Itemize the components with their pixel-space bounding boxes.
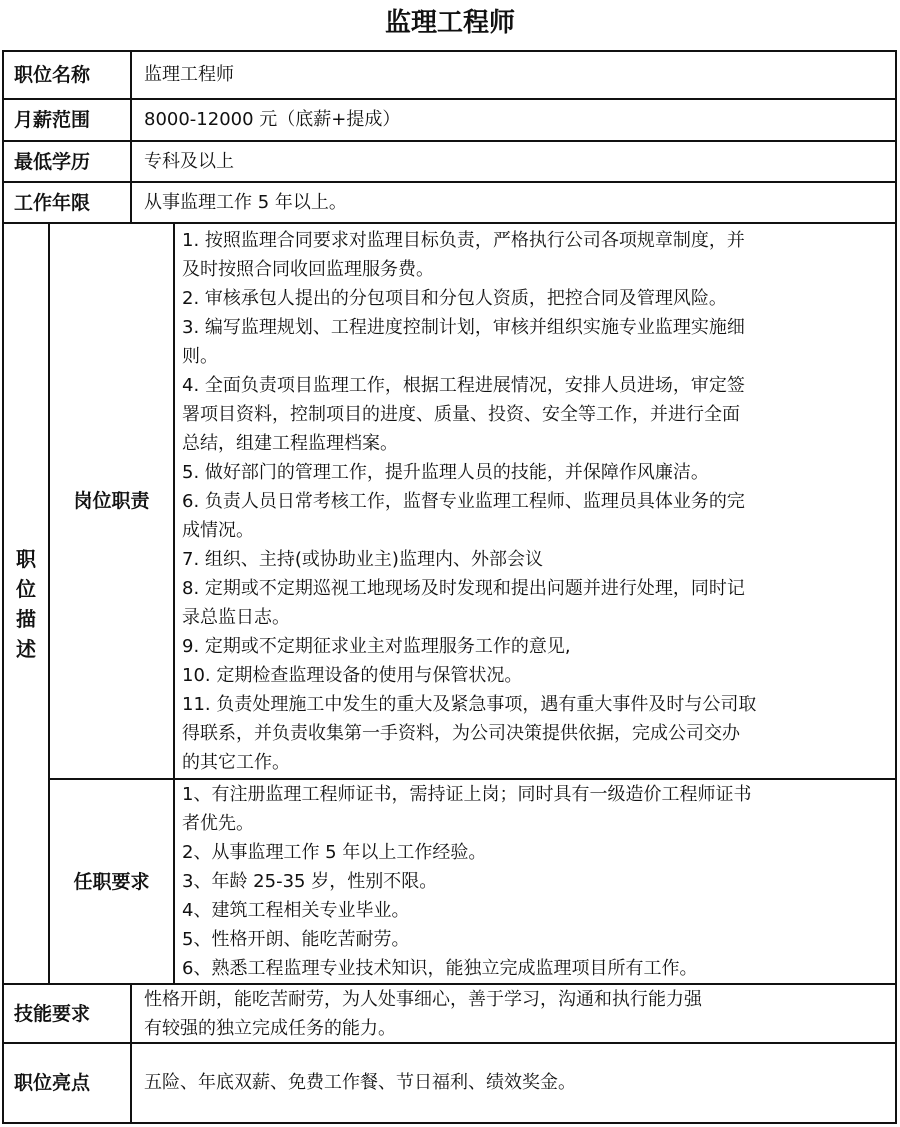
description-label-char: 描 — [16, 606, 36, 631]
requirements-label: 任职要求 — [73, 870, 150, 893]
list-item: 11. 负责处理施工中发生的重大及紧急事项，遇有重大事件及时与公司取 — [182, 694, 757, 715]
list-item: 5. 做好部门的管理工作，提升监理人员的技能，并保障作风廉洁。 — [182, 462, 709, 483]
list-item: 则。 — [182, 346, 218, 367]
duties-list — [182, 226, 894, 777]
list-item: 3、年龄 25-35 岁，性别不限。 — [182, 871, 438, 892]
list-item: 5、性格开朗、能吃苦耐劳。 — [182, 929, 410, 950]
experience-label: 工作年限 — [14, 191, 91, 214]
page-title: 监理工程师 — [384, 8, 515, 38]
description-label-char: 述 — [16, 636, 36, 661]
highlights-value: 五险、年底双薪、免费工作餐、节日福利、绩效奖金。 — [144, 1072, 576, 1093]
description-label-char: 职 — [16, 546, 36, 571]
list-item: 1. 按照监理合同要求对监理目标负责，严格执行公司各项规章制度，并 — [182, 230, 745, 251]
list-item: 3. 编写监理规划、工程进度控制计划，审核并组织实施专业监理实施细 — [182, 317, 745, 338]
list-item: 成情况。 — [182, 520, 254, 541]
salary-value: 8000-12000 元（底薪+提成） — [144, 109, 401, 130]
list-item: 者优先。 — [182, 813, 254, 834]
list-item: 署项目资料，控制项目的进度、质量、投资、安全等工作，并进行全面 — [182, 404, 740, 425]
column-divider — [173, 222, 175, 983]
list-item: 总结，组建工程监理档案。 — [182, 433, 398, 454]
description-label-char: 位 — [16, 576, 36, 601]
list-item: 得联系，并负责收集第一手资料，为公司决策提供依据，完成公司交办 — [182, 723, 740, 744]
description-label — [4, 224, 48, 983]
list-item: 1、有注册监理工程师证书，需持证上岗；同时具有一级造价工程师证书 — [182, 784, 752, 805]
list-item: 8. 定期或不定期巡视工地现场及时发现和提出问题并进行处理，同时记 — [182, 578, 745, 599]
list-item: 4. 全面负责项目监理工作，根据工程进展情况，安排人员进场，审定签 — [182, 375, 745, 396]
experience-value: 从事监理工作 5 年以上。 — [144, 191, 347, 213]
salary-label: 月薪范围 — [14, 109, 91, 131]
list-item: 2、从事监理工作 5 年以上工作经验。 — [182, 842, 487, 863]
job-table — [2, 50, 897, 1124]
list-item: 7. 组织、主持(或协助业主)监理内、外部会议 — [182, 549, 543, 570]
skills-text — [144, 985, 894, 1043]
list-item: 9. 定期或不定期征求业主对监理服务工作的意见, — [182, 636, 571, 657]
skills-line: 性格开朗，能吃苦耐劳，为人处事细心，善于学习，沟通和执行能力强 — [144, 989, 702, 1010]
position-label: 职位名称 — [14, 64, 91, 86]
highlights-label: 职位亮点 — [14, 1072, 91, 1094]
position-value: 监理工程师 — [144, 64, 234, 85]
education-label: 最低学历 — [14, 150, 91, 173]
education-value: 专科及以上 — [144, 150, 234, 172]
list-item: 录总监日志。 — [182, 607, 290, 628]
list-item: 10. 定期检查监理设备的使用与保管状况。 — [182, 665, 523, 686]
list-item: 2. 审核承包人提出的分包项目和分包人资质，把控合同及管理风险。 — [182, 288, 727, 309]
list-item: 的其它工作。 — [182, 752, 290, 773]
duties-label: 岗位职责 — [73, 490, 150, 512]
skills-label: 技能要求 — [14, 1002, 91, 1025]
list-item: 及时按照合同收回监理服务费。 — [182, 259, 434, 280]
list-item: 6. 负责人员日常考核工作，监督专业监理工程师、监理员具体业务的完 — [182, 491, 745, 512]
requirements-list — [182, 780, 894, 983]
skills-line: 有较强的独立完成任务的能力。 — [144, 1018, 396, 1039]
list-item: 4、建筑工程相关专业毕业。 — [182, 900, 410, 921]
list-item: 6、熟悉工程监理专业技术知识，能独立完成监理项目所有工作。 — [182, 958, 698, 979]
